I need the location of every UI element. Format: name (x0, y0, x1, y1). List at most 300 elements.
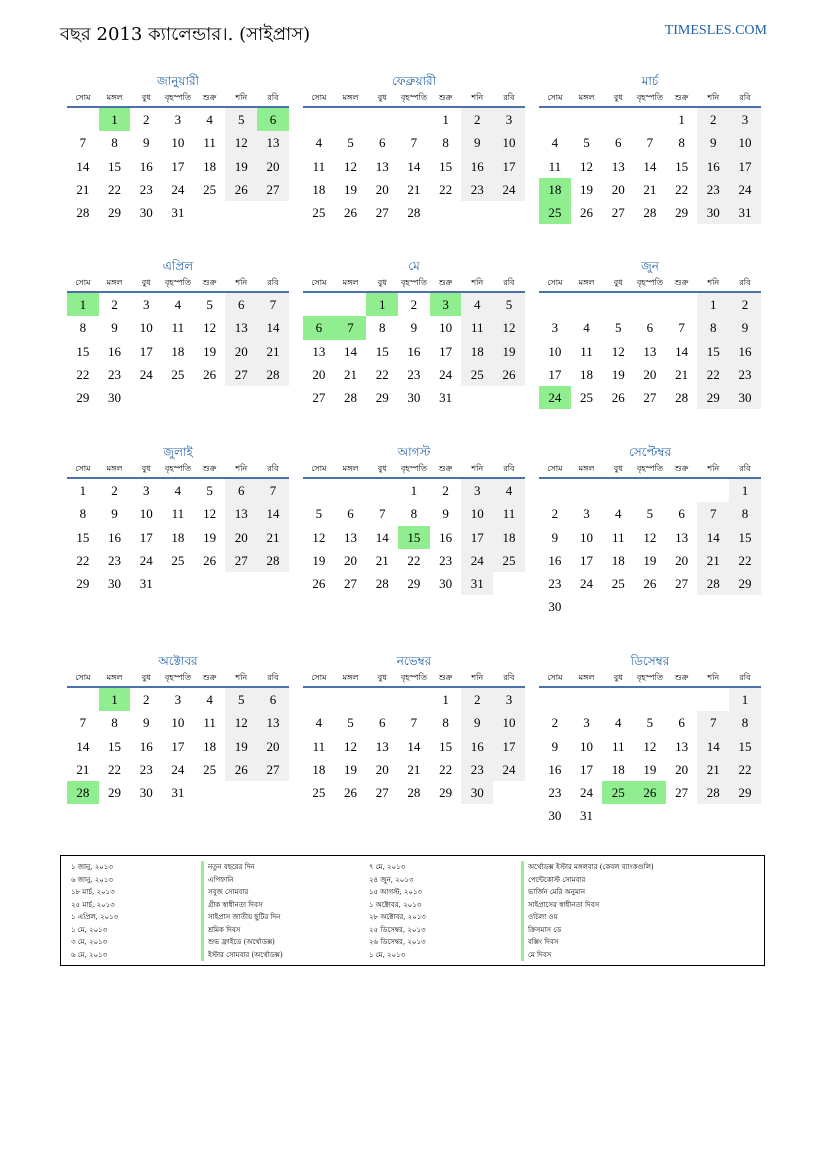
day-cell[interactable]: 24 (171, 181, 185, 197)
day-cell[interactable]: 7 (378, 506, 386, 522)
day-cell[interactable]: 29 (675, 205, 689, 221)
day-cell[interactable]: 24 (493, 758, 525, 781)
day-cell[interactable]: 16 (461, 155, 493, 178)
day-cell[interactable]: 14 (407, 158, 421, 174)
day-cell[interactable]: 10 (139, 320, 153, 336)
day-cell[interactable]: 6 (678, 715, 685, 731)
day-cell[interactable]: 24 (139, 366, 153, 382)
day-cell[interactable]: 29 (407, 576, 421, 592)
day-cell[interactable]: 8 (79, 506, 87, 522)
day-cell[interactable]: 15 (76, 343, 90, 359)
day-cell[interactable]: 28 (67, 781, 99, 804)
day-cell[interactable]: 14 (697, 526, 729, 549)
day-cell[interactable]: 15 (398, 526, 430, 549)
day-cell[interactable]: 24 (171, 761, 185, 777)
day-cell[interactable]: 16 (548, 761, 562, 777)
day-cell[interactable]: 4 (551, 135, 559, 151)
day-cell[interactable]: 26 (580, 205, 594, 221)
day-cell[interactable]: 24 (539, 386, 571, 409)
day-cell[interactable]: 18 (171, 529, 185, 545)
day-cell[interactable]: 12 (344, 158, 358, 174)
day-cell[interactable]: 26 (225, 178, 257, 201)
day-cell[interactable]: 23 (439, 552, 453, 568)
day-cell[interactable]: 2 (111, 297, 118, 312)
day-cell[interactable]: 23 (461, 178, 493, 201)
day-cell[interactable]: 11 (611, 529, 625, 545)
day-cell[interactable]: 1 (410, 483, 418, 498)
day-cell[interactable]: 7 (646, 135, 654, 151)
day-cell[interactable]: 20 (675, 552, 689, 568)
day-cell[interactable]: 13 (643, 343, 657, 359)
day-cell[interactable]: 11 (312, 738, 326, 754)
day-cell[interactable]: 13 (675, 529, 689, 545)
day-cell[interactable]: 16 (697, 155, 729, 178)
day-cell[interactable]: 16 (461, 735, 493, 758)
day-cell[interactable]: 17 (139, 529, 153, 545)
day-cell[interactable]: 2 (461, 688, 493, 711)
day-cell[interactable]: 2 (442, 483, 449, 498)
day-cell[interactable]: 11 (171, 506, 185, 522)
day-cell[interactable]: 1 (729, 479, 761, 502)
day-cell[interactable]: 17 (493, 735, 525, 758)
day-cell[interactable]: 23 (407, 366, 421, 382)
day-cell[interactable]: 30 (548, 599, 562, 615)
day-cell[interactable]: 1 (79, 483, 87, 498)
day-cell[interactable]: 3 (174, 112, 182, 127)
day-cell[interactable]: 9 (142, 715, 150, 731)
day-cell[interactable]: 23 (108, 366, 122, 382)
day-cell[interactable]: 15 (76, 529, 90, 545)
day-cell[interactable]: 23 (697, 178, 729, 201)
day-cell[interactable]: 28 (344, 390, 358, 406)
day-cell[interactable]: 1 (366, 293, 398, 316)
day-cell[interactable]: 15 (108, 158, 122, 174)
day-cell[interactable]: 29 (439, 785, 453, 801)
day-cell[interactable]: 22 (439, 761, 453, 777)
day-cell[interactable]: 2 (142, 692, 150, 707)
day-cell[interactable]: 24 (729, 178, 761, 201)
day-cell[interactable]: 12 (643, 738, 657, 754)
day-cell[interactable]: 22 (375, 366, 389, 382)
day-cell[interactable]: 15 (439, 158, 453, 174)
day-cell[interactable]: 24 (493, 178, 525, 201)
day-cell[interactable]: 9 (697, 131, 729, 154)
day-cell[interactable]: 30 (108, 390, 122, 406)
day-cell[interactable]: 27 (312, 390, 326, 406)
day-cell[interactable]: 21 (643, 181, 657, 197)
day-cell[interactable]: 30 (108, 576, 122, 592)
day-cell[interactable]: 12 (225, 131, 257, 154)
day-cell[interactable]: 21 (697, 758, 729, 781)
day-cell[interactable]: 11 (548, 158, 562, 174)
day-cell[interactable]: 6 (303, 316, 335, 339)
day-cell[interactable]: 25 (461, 363, 493, 386)
day-cell[interactable]: 26 (203, 552, 217, 568)
day-cell[interactable]: 18 (493, 526, 525, 549)
day-cell[interactable]: 14 (675, 343, 689, 359)
day-cell[interactable]: 4 (493, 479, 525, 502)
day-cell[interactable]: 31 (139, 576, 153, 592)
day-cell[interactable]: 15 (439, 738, 453, 754)
day-cell[interactable]: 28 (675, 390, 689, 406)
day-cell[interactable]: 19 (203, 343, 217, 359)
day-cell[interactable]: 13 (675, 738, 689, 754)
day-cell[interactable]: 14 (697, 735, 729, 758)
day-cell[interactable]: 11 (312, 158, 326, 174)
day-cell[interactable]: 15 (697, 340, 729, 363)
day-cell[interactable]: 20 (257, 735, 289, 758)
day-cell[interactable]: 31 (580, 808, 594, 824)
day-cell[interactable]: 25 (171, 552, 185, 568)
day-cell[interactable]: 1 (442, 112, 449, 127)
day-cell[interactable]: 9 (142, 135, 150, 151)
day-cell[interactable]: 10 (439, 320, 453, 336)
day-cell[interactable]: 26 (203, 366, 217, 382)
day-cell[interactable]: 7 (257, 293, 289, 316)
day-cell[interactable]: 18 (312, 761, 326, 777)
day-cell[interactable]: 12 (493, 316, 525, 339)
day-cell[interactable]: 5 (614, 320, 622, 336)
day-cell[interactable]: 20 (611, 181, 625, 197)
day-cell[interactable]: 27 (675, 785, 689, 801)
day-cell[interactable]: 23 (548, 576, 562, 592)
day-cell[interactable]: 27 (225, 549, 257, 572)
day-cell[interactable]: 10 (461, 502, 493, 525)
day-cell[interactable]: 7 (678, 320, 685, 336)
day-cell[interactable]: 8 (111, 135, 118, 151)
day-cell[interactable]: 4 (174, 297, 182, 312)
day-cell[interactable]: 1 (729, 688, 761, 711)
day-cell[interactable]: 30 (729, 386, 761, 409)
day-cell[interactable]: 3 (551, 320, 559, 336)
day-cell[interactable]: 6 (646, 320, 654, 336)
day-cell[interactable]: 25 (580, 390, 594, 406)
day-cell[interactable]: 23 (729, 363, 761, 386)
day-cell[interactable]: 20 (643, 366, 657, 382)
day-cell[interactable]: 27 (257, 758, 289, 781)
day-cell[interactable]: 5 (206, 297, 213, 312)
day-cell[interactable]: 21 (257, 526, 289, 549)
day-cell[interactable]: 8 (442, 715, 449, 731)
day-cell[interactable]: 29 (108, 785, 122, 801)
day-cell[interactable]: 27 (611, 205, 625, 221)
day-cell[interactable]: 4 (461, 293, 493, 316)
day-cell[interactable]: 22 (439, 181, 453, 197)
day-cell[interactable]: 2 (551, 506, 559, 522)
day-cell[interactable]: 5 (347, 135, 354, 151)
day-cell[interactable]: 27 (375, 785, 389, 801)
day-cell[interactable]: 15 (375, 343, 389, 359)
day-cell[interactable]: 26 (611, 390, 625, 406)
day-cell[interactable]: 26 (634, 781, 666, 804)
day-cell[interactable]: 12 (203, 506, 217, 522)
day-cell[interactable]: 3 (583, 506, 590, 522)
day-cell[interactable]: 11 (203, 715, 216, 731)
day-cell[interactable]: 5 (583, 135, 590, 151)
day-cell[interactable]: 8 (729, 711, 761, 734)
day-cell[interactable]: 23 (548, 785, 562, 801)
day-cell[interactable]: 20 (257, 155, 289, 178)
day-cell[interactable]: 14 (375, 529, 389, 545)
day-cell[interactable]: 14 (257, 316, 289, 339)
day-cell[interactable]: 12 (344, 738, 358, 754)
day-cell[interactable]: 22 (729, 549, 761, 572)
day-cell[interactable]: 18 (539, 178, 571, 201)
day-cell[interactable]: 18 (611, 761, 625, 777)
day-cell[interactable]: 6 (225, 479, 257, 502)
day-cell[interactable]: 4 (206, 112, 213, 127)
day-cell[interactable]: 8 (410, 506, 418, 522)
day-cell[interactable]: 13 (225, 316, 257, 339)
day-cell[interactable]: 28 (375, 576, 389, 592)
day-cell[interactable]: 6 (614, 135, 622, 151)
day-cell[interactable]: 19 (344, 761, 358, 777)
day-cell[interactable]: 21 (407, 181, 421, 197)
day-cell[interactable]: 3 (583, 715, 590, 731)
day-cell[interactable]: 20 (375, 761, 389, 777)
day-cell[interactable]: 14 (257, 502, 289, 525)
day-cell[interactable]: 6 (257, 108, 289, 131)
day-cell[interactable]: 13 (611, 158, 625, 174)
day-cell[interactable]: 2 (410, 297, 418, 312)
day-cell[interactable]: 9 (410, 320, 418, 336)
day-cell[interactable]: 4 (614, 715, 622, 731)
day-cell[interactable]: 7 (410, 715, 418, 731)
day-cell[interactable]: 9 (729, 316, 761, 339)
day-cell[interactable]: 31 (439, 390, 453, 406)
day-cell[interactable]: 6 (378, 715, 386, 731)
day-cell[interactable]: 16 (439, 529, 453, 545)
day-cell[interactable]: 2 (697, 108, 729, 131)
day-cell[interactable]: 28 (76, 205, 90, 221)
day-cell[interactable]: 5 (493, 293, 525, 316)
day-cell[interactable]: 7 (79, 135, 87, 151)
day-cell[interactable]: 7 (79, 715, 87, 731)
day-cell[interactable]: 6 (225, 293, 257, 316)
day-cell[interactable]: 31 (729, 201, 761, 224)
day-cell[interactable]: 27 (643, 390, 657, 406)
day-cell[interactable]: 21 (407, 761, 421, 777)
day-cell[interactable]: 7 (410, 135, 418, 151)
day-cell[interactable]: 16 (108, 343, 122, 359)
day-cell[interactable]: 3 (461, 479, 493, 502)
day-cell[interactable]: 15 (729, 526, 761, 549)
day-cell[interactable]: 24 (139, 552, 153, 568)
day-cell[interactable]: 4 (174, 483, 182, 498)
day-cell[interactable]: 5 (206, 483, 213, 498)
day-cell[interactable]: 10 (580, 738, 594, 754)
day-cell[interactable]: 19 (580, 181, 594, 197)
day-cell[interactable]: 30 (139, 205, 153, 221)
day-cell[interactable]: 13 (312, 343, 326, 359)
day-cell[interactable]: 26 (312, 576, 326, 592)
day-cell[interactable]: 3 (142, 297, 150, 312)
day-cell[interactable]: 30 (461, 781, 493, 804)
day-cell[interactable]: 3 (174, 692, 182, 707)
day-cell[interactable]: 25 (611, 576, 625, 592)
day-cell[interactable]: 8 (729, 502, 761, 525)
day-cell[interactable]: 1 (697, 293, 729, 316)
day-cell[interactable]: 9 (551, 529, 559, 545)
day-cell[interactable]: 6 (347, 506, 354, 522)
day-cell[interactable]: 2 (111, 483, 118, 498)
day-cell[interactable]: 17 (461, 526, 493, 549)
day-cell[interactable]: 19 (225, 735, 257, 758)
day-cell[interactable]: 24 (580, 576, 594, 592)
day-cell[interactable]: 19 (203, 529, 217, 545)
day-cell[interactable]: 22 (675, 181, 689, 197)
day-cell[interactable]: 19 (643, 761, 657, 777)
day-cell[interactable]: 23 (139, 181, 153, 197)
day-cell[interactable]: 8 (697, 316, 729, 339)
day-cell[interactable]: 22 (76, 366, 90, 382)
day-cell[interactable]: 13 (375, 158, 389, 174)
day-cell[interactable]: 23 (108, 552, 122, 568)
day-cell[interactable]: 28 (257, 363, 289, 386)
day-cell[interactable]: 20 (225, 526, 257, 549)
day-cell[interactable]: 17 (493, 155, 525, 178)
day-cell[interactable]: 18 (461, 340, 493, 363)
day-cell[interactable]: 26 (344, 785, 358, 801)
day-cell[interactable]: 19 (344, 181, 358, 197)
day-cell[interactable]: 20 (312, 366, 326, 382)
day-cell[interactable]: 11 (171, 320, 185, 336)
day-cell[interactable]: 13 (257, 711, 289, 734)
day-cell[interactable]: 29 (108, 205, 122, 221)
day-cell[interactable]: 18 (312, 181, 326, 197)
day-cell[interactable]: 19 (312, 552, 326, 568)
day-cell[interactable]: 10 (493, 711, 525, 734)
day-cell[interactable]: 12 (203, 320, 217, 336)
day-cell[interactable]: 20 (375, 181, 389, 197)
day-cell[interactable]: 2 (142, 112, 150, 127)
day-cell[interactable]: 28 (257, 549, 289, 572)
day-cell[interactable]: 12 (643, 529, 657, 545)
day-cell[interactable]: 18 (580, 366, 594, 382)
day-cell[interactable]: 16 (108, 529, 122, 545)
day-cell[interactable]: 14 (76, 738, 90, 754)
day-cell[interactable]: 9 (461, 131, 493, 154)
day-cell[interactable]: 13 (225, 502, 257, 525)
day-cell[interactable]: 10 (171, 715, 185, 731)
day-cell[interactable]: 15 (108, 738, 122, 754)
day-cell[interactable]: 21 (257, 340, 289, 363)
day-cell[interactable]: 19 (493, 340, 525, 363)
day-cell[interactable]: 21 (697, 549, 729, 572)
day-cell[interactable]: 4 (614, 506, 622, 522)
day-cell[interactable]: 8 (111, 715, 118, 731)
day-cell[interactable]: 21 (344, 366, 358, 382)
day-cell[interactable]: 6 (378, 135, 386, 151)
day-cell[interactable]: 5 (347, 715, 354, 731)
day-cell[interactable]: 28 (697, 781, 729, 804)
day-cell[interactable]: 29 (76, 576, 90, 592)
day-cell[interactable]: 5 (225, 108, 257, 131)
day-cell[interactable]: 25 (539, 201, 571, 224)
day-cell[interactable]: 20 (344, 552, 358, 568)
day-cell[interactable]: 8 (678, 135, 685, 151)
day-cell[interactable]: 1 (67, 293, 99, 316)
day-cell[interactable]: 3 (142, 483, 150, 498)
day-cell[interactable]: 3 (430, 293, 462, 316)
day-cell[interactable]: 4 (583, 320, 590, 336)
day-cell[interactable]: 2 (461, 108, 493, 131)
day-cell[interactable]: 23 (461, 758, 493, 781)
day-cell[interactable]: 16 (139, 158, 153, 174)
day-cell[interactable]: 24 (580, 785, 594, 801)
day-cell[interactable]: 22 (697, 363, 729, 386)
day-cell[interactable]: 27 (375, 205, 389, 221)
day-cell[interactable]: 18 (203, 158, 217, 174)
day-cell[interactable]: 19 (611, 366, 625, 382)
day-cell[interactable]: 30 (697, 201, 729, 224)
day-cell[interactable]: 16 (139, 738, 153, 754)
day-cell[interactable]: 21 (375, 552, 389, 568)
day-cell[interactable]: 25 (312, 785, 326, 801)
day-cell[interactable]: 26 (643, 576, 657, 592)
day-cell[interactable]: 15 (729, 735, 761, 758)
day-cell[interactable]: 23 (139, 761, 153, 777)
day-cell[interactable]: 11 (203, 135, 216, 151)
day-cell[interactable]: 25 (312, 205, 326, 221)
day-cell[interactable]: 24 (439, 366, 453, 382)
day-cell[interactable]: 30 (439, 576, 453, 592)
day-cell[interactable]: 12 (312, 529, 326, 545)
day-cell[interactable]: 21 (76, 181, 90, 197)
day-cell[interactable]: 4 (315, 135, 323, 151)
day-cell[interactable]: 17 (139, 343, 153, 359)
day-cell[interactable]: 29 (729, 572, 761, 595)
day-cell[interactable]: 17 (548, 366, 562, 382)
day-cell[interactable]: 29 (375, 390, 389, 406)
day-cell[interactable]: 17 (729, 155, 761, 178)
day-cell[interactable]: 19 (225, 155, 257, 178)
day-cell[interactable]: 4 (206, 692, 213, 707)
day-cell[interactable]: 8 (378, 320, 386, 336)
day-cell[interactable]: 28 (697, 572, 729, 595)
day-cell[interactable]: 2 (551, 715, 559, 731)
day-cell[interactable]: 28 (643, 205, 657, 221)
day-cell[interactable]: 7 (697, 711, 729, 734)
day-cell[interactable]: 1 (442, 692, 449, 707)
day-cell[interactable]: 22 (108, 181, 122, 197)
day-cell[interactable]: 17 (439, 343, 453, 359)
day-cell[interactable]: 14 (344, 343, 358, 359)
day-cell[interactable]: 27 (225, 363, 257, 386)
day-cell[interactable]: 12 (225, 711, 257, 734)
day-cell[interactable]: 9 (461, 711, 493, 734)
day-cell[interactable]: 18 (203, 738, 217, 754)
day-cell[interactable]: 26 (493, 363, 525, 386)
day-cell[interactable]: 7 (257, 479, 289, 502)
day-cell[interactable]: 22 (729, 758, 761, 781)
day-cell[interactable]: 8 (442, 135, 449, 151)
day-cell[interactable]: 13 (344, 529, 358, 545)
day-cell[interactable]: 21 (675, 366, 689, 382)
day-cell[interactable]: 31 (171, 785, 185, 801)
day-cell[interactable]: 28 (407, 785, 421, 801)
day-cell[interactable]: 25 (203, 761, 217, 777)
day-cell[interactable]: 17 (580, 761, 594, 777)
day-cell[interactable]: 29 (729, 781, 761, 804)
day-cell[interactable]: 10 (493, 131, 525, 154)
day-cell[interactable]: 24 (461, 549, 493, 572)
day-cell[interactable]: 14 (407, 738, 421, 754)
day-cell[interactable]: 17 (171, 738, 185, 754)
day-cell[interactable]: 25 (171, 366, 185, 382)
day-cell[interactable]: 11 (611, 738, 625, 754)
day-cell[interactable]: 30 (548, 808, 562, 824)
